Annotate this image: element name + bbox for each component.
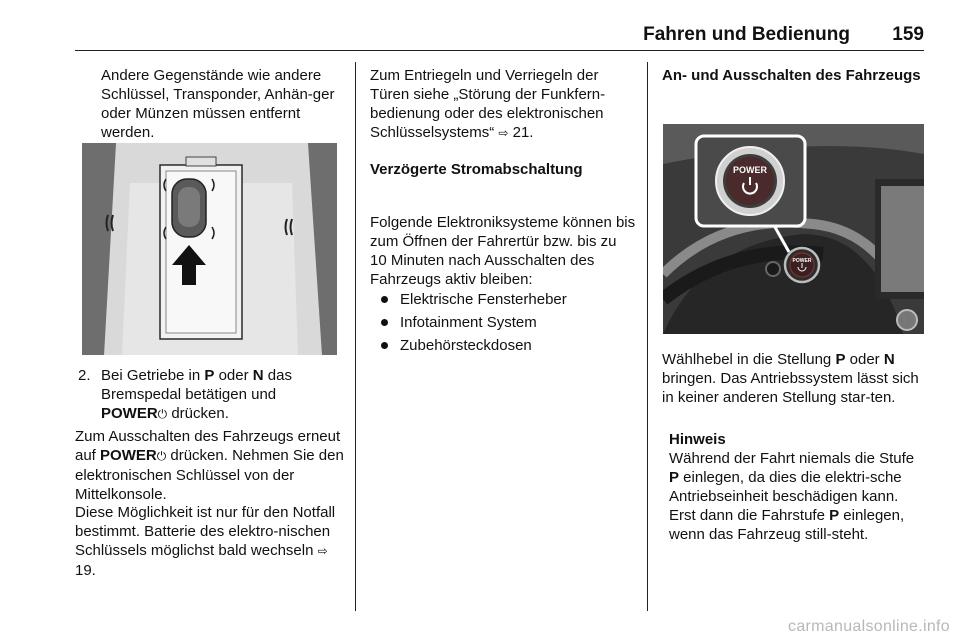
list-item: Infotainment System <box>370 313 630 332</box>
switch-off-paragraph: Zum Ausschalten des Fahrzeugs erneut auf POWER⏻ drücken. Nehmen Sie den elektronischen Schlüssel von der Mittelkonsole. <box>75 428 344 503</box>
page-ref: 19. <box>75 562 96 579</box>
delayed-power-heading: Verzögerte Stromabschaltung <box>370 161 583 178</box>
small-power-button-label: POWER <box>792 258 812 264</box>
bullet-icon <box>381 342 388 349</box>
note-title: Hinweis <box>669 431 726 448</box>
power-icon: ⏻ <box>157 407 168 421</box>
step-2-text: Bei Getriebe in P oder N das Bremspedal betätigen und POWER⏻ drücken. <box>101 367 292 422</box>
emergency-paragraph: Diese Möglichkeit ist nur für den Notfall bestimmt. Batterie des elektro-nischen Schlüssels möglichst bald wechseln ⇨ 19. <box>75 504 336 579</box>
column-divider-right <box>647 62 648 611</box>
list-item: Elektrische Fensterheber <box>370 290 630 309</box>
page-ref-arrow-icon: ⇨ <box>498 126 509 140</box>
note-box <box>669 430 925 544</box>
bullet-icon <box>381 319 388 326</box>
list-item: Zubehörsteckdosen <box>370 336 630 355</box>
power-button-figure <box>663 124 924 334</box>
column-divider-left <box>355 62 356 611</box>
power-icon: ⏻ <box>156 449 167 463</box>
step-2 <box>78 366 346 424</box>
active-systems-list <box>370 290 630 359</box>
section-heading: An- und Ausschalten des Fahrzeugs <box>662 67 921 84</box>
unlock-paragraph: Zum Entriegeln und Verriegeln der Türen siehe „Störung der Funkfern-bedienung oder des elektronischen Schlüsselsystems“ ⇨ 21. <box>370 67 606 141</box>
watermark: carmanualsonline.info <box>788 618 950 635</box>
power-button-label: POWER <box>732 165 768 175</box>
section-title: Fahren und Bedienung <box>643 24 850 45</box>
header-divider <box>75 50 924 51</box>
selector-paragraph: Wählhebel in die Stellung P oder N bringen. Das Antriebssystem lässt sich in keiner anderen Stellung star-ten. <box>662 351 919 406</box>
step-number: 2. <box>78 367 91 384</box>
key-console-figure <box>82 143 337 355</box>
page-ref: 21. <box>508 124 534 141</box>
bullet-icon <box>381 296 388 303</box>
delayed-power-paragraph: Folgende Elektroniksysteme können bis zum Öffnen der Fahrertür bzw. bis zu 10 Minuten nach Ausschalten des Fahrzeugs aktiv bleiben: <box>370 214 636 288</box>
intro-paragraph: Andere Gegenstände wie andere Schlüssel, Transponder, Anhän-ger oder Münzen müssen entfernt werden. <box>101 67 335 141</box>
page-ref-arrow-icon: ⇨ <box>317 544 328 558</box>
page-number: 159 <box>892 24 924 45</box>
note-text: Während der Fahrt niemals die Stufe P einlegen, da dies die elektri-sche Antriebseinheit beschädigen kann. Erst dann die Fahrstufe P einlegen, wenn das Fahrzeug still-steht. <box>669 450 915 543</box>
